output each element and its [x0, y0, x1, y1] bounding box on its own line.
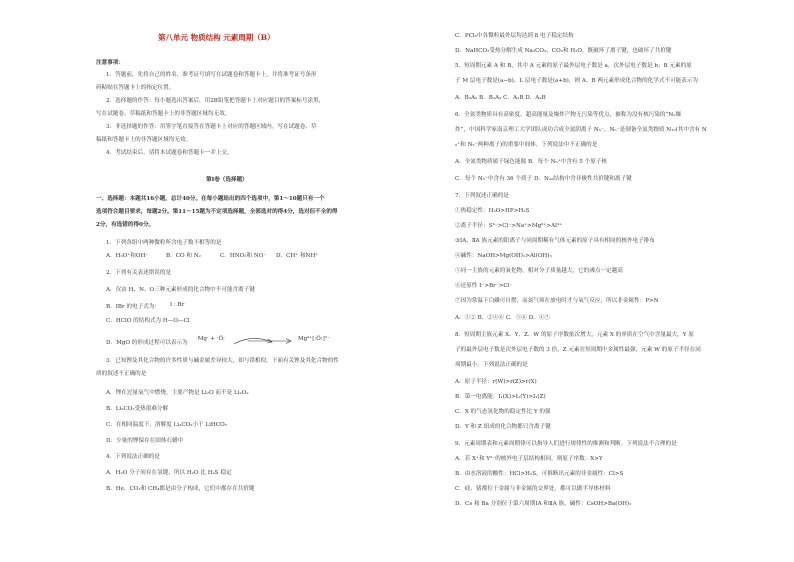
q2-option-c: C．HClO 的结构式为 H—O—Cl	[106, 318, 190, 324]
q2-option-d: D．MgO 的形成过程可以表示为	[106, 340, 188, 346]
reaction-arrow-icon	[246, 337, 294, 345]
instructions-line: 一、选择题：本题共16小题，总计40分。在每小题给出的四个选项中，第1～10题只有一个	[96, 196, 325, 202]
text-line: 子 M 层电子数是(a−b)，L 层电子数是(a+b)，则 A、B 两元素形成化合物的化学式不可能表示为	[455, 78, 699, 84]
text-line: D．NaHCO₃受热分解生成 Na₂CO₃、CO₂和 H₂O，既破坏了离子键，也破坏了共价键	[455, 48, 672, 54]
text-line: C．X 的气态氢化物的稳定性比 Y 的强	[455, 409, 551, 415]
question-4: 4．下列说法正确的是	[106, 454, 160, 460]
text-line: ⑦因为常温下白磷可自燃，而氮气须在放电时才与氧气反应，所以非金属性：P>N	[455, 298, 659, 304]
text-line: 周期最小。下列说法正确的是	[455, 362, 528, 368]
notice-heading: 注意事项：	[96, 60, 124, 66]
question-3-line: 质的叙述不正确的是	[96, 371, 147, 377]
text-line: ⑤同一主族的元素的氧化物，相对分子质量越大，它的沸点一定越高	[455, 268, 623, 274]
notice-line: 2．选择题的作答：每小题选出答案后，用2B铅笔把答题卡上对应题目的答案标号涂黑，	[106, 98, 325, 104]
notice-line: 码粘贴在答题卡上的指定位置。	[96, 85, 175, 91]
text-line: 5．短周期元素 A 和 B，其中 A 元素的原子最外层电子数是 a，次外层电子数是 b；B 元素的原	[455, 63, 692, 69]
text-line: 9．元素周期表和元素周期律可以指导人们进行规律性的推测和判断。下列说法不合理的是	[455, 441, 677, 447]
notice-line: 稿纸和答题卡上的非答题区域均无效。	[96, 137, 192, 143]
text-line: ②离子半径：S²⁻>Cl⁻>Na⁺>Mg²⁺>Al³⁺	[455, 223, 563, 229]
text-line: A．若 X⁺和 Y²⁻的核外电子层结构相同，则原子序数：X>Y	[455, 456, 603, 462]
text-line: 6．全氮类物质具有高密度、超高能量及爆炸产物无污染等优点，被称为没有核污染的“N₂爆	[455, 112, 682, 118]
instructions-line: 选项符合题目要求，每题2分。第11～15题为不定项选择题，全部选对的得4分，选对但不全的得	[96, 209, 338, 215]
text-line: ①热稳定性：H₂O>HF>H₂S	[455, 208, 530, 214]
text-line: B．第一电离能：I₁(X)>I₁(Y)>I₁(Z)	[455, 394, 546, 400]
text-line: 炸”，中国科学家南京理工大学团队成功合成全氮阴离子 N₅⁻，N₅⁻是制备全氮类物质 N₁₀(其中含有 N	[455, 127, 707, 133]
notice-line: 写在试题卷、草稿纸和答题卡上的非答题区域均无效。	[96, 111, 231, 117]
q2-option-a: A．仅由 H、N、O三种元素形成的化合物中不可能含离子键	[106, 287, 255, 293]
q4-option-a: A．H₂O 分子间存在氢键，所以 H₂O 比 H₂S 稳定	[106, 470, 232, 476]
text-line: B．由水溶液的酸性：HCl>H₂S，可推断出元素的非金属性：Cl>S	[455, 471, 624, 477]
text-line: 7．下列叙述正确的是	[455, 193, 509, 199]
text-line: 8．短周期主族元素 X、Y、Z、W 的原子序数依次增大，元素 X 的单质在空气中含量最大，Y 原	[455, 332, 694, 338]
q4-option-b: B．He、CO₂和 CH₄都是由分子构成，它们中都存在共价键	[106, 486, 255, 492]
q3-option-b: B．Li₂CO₃受热很难分解	[106, 406, 169, 412]
text-line: A．全氮类物质属于绿色能源 B．每个 N₅⁺中含有 5 个原子核	[455, 159, 607, 165]
question-1: 1．下列各组中两种微粒所含电子数不相等的是	[106, 240, 222, 246]
text-line: ④碱性：NaOH>Mg(OH)₂>Al(OH)₃	[455, 253, 552, 259]
mgo-product: Mg²⁺[:Ö:]²⁻	[298, 336, 330, 342]
text-line: ⑥还原性 I⁻>Br⁻>Cl⁻	[455, 283, 513, 289]
q1-option-a: A．H₃O⁺和OH⁻	[106, 253, 149, 259]
text-line: D．Y 和 Z 组成的化合物都只含离子键	[455, 424, 551, 430]
q1-option-d: D．CH⁺ 和NH⁺	[276, 253, 319, 259]
notice-line: 3．非选择题的作答：用签字笔直接答在答题卡上对应的答题区域内。写在试题卷、草	[106, 124, 317, 130]
section-heading: 第Ⅰ卷（选择题）	[206, 177, 248, 183]
text-line: A．B₃A₂ B．B₂A₃ C．A₂B D．A₃B	[455, 95, 546, 101]
text-line: C．每个 N₅⁻中含有 36 个质子 D．N₁₀结构中含非极性共价键和离子键	[455, 176, 632, 182]
text-line: A．①② B．②④⑥ C．⑤⑥ D．④⑦	[455, 315, 550, 321]
text-line: C．PCl₅中各微粒最外层均达到 8 电子稳定结构	[455, 33, 574, 39]
text-line: ₅⁺和 N₅⁻两种离子)的重要中间体。下列说法中不正确的是	[455, 142, 598, 148]
q3-option-c: C．在相同温度下，溶解度 Li₂CO₃小于 LiHCO₃	[106, 422, 227, 428]
question-2: 2．下列有关表述错误的是	[106, 270, 172, 276]
notice-line: 4．考试结束后，请将本试题卷和答题卡一并上交。	[106, 150, 233, 156]
ibr-electron-formula: I : Br	[170, 302, 185, 308]
question-3-line: 3．已知锂及其化合物的许多性质与碱金属差异较大，却与镁相似。下面有关锂及其化合物的性	[106, 358, 339, 364]
text-line: 子的最外层电子数是次外层电子数的 3 倍，Z 元素在短周期中金属性最强，元素 W 的原子半径在同	[455, 347, 701, 353]
text-line: D．Cs 和 Ba 分别位于第六周期ⅠA 和ⅡA 族，碱性：CsOH>Ba(OH)₂	[455, 501, 632, 507]
q1-option-c: C．HNO₂和 NO⁻	[220, 253, 267, 259]
notice-line: 1．答题前，先将自己的姓名、准考证号填写在试题卷和答题卡上，并将准考证号条形	[106, 72, 317, 78]
q2-option-b: B．IBr 的电子式为：	[106, 304, 161, 310]
instructions-line: 2分，有选错的得0分。	[96, 222, 155, 228]
q3-option-a: A．锂在过量氧气中燃烧，主要产物是 Li₂O 而不是 Li₂O₂	[106, 390, 249, 396]
mgo-reactants: ·Mg· + ·Ö:	[196, 336, 225, 342]
text-line: ③ⅠA、ⅡA 族元素的阳离子与同周期稀有气体元素的原子具有相同的核外电子排布	[455, 238, 655, 244]
q1-option-b: B．CO 和 N₂	[166, 253, 201, 259]
text-line: C．硅、锗都位于金属与非金属的交界处，都可以做半导体材料	[455, 486, 611, 492]
q3-option-d: D．少量的锂保存在固体石蜡中	[106, 438, 184, 444]
document-title: 第八单元 物质结构 元素周期（B）	[158, 33, 275, 42]
text-line: A．原子半径：r(W)>r(Z)>r(X)	[455, 379, 537, 385]
